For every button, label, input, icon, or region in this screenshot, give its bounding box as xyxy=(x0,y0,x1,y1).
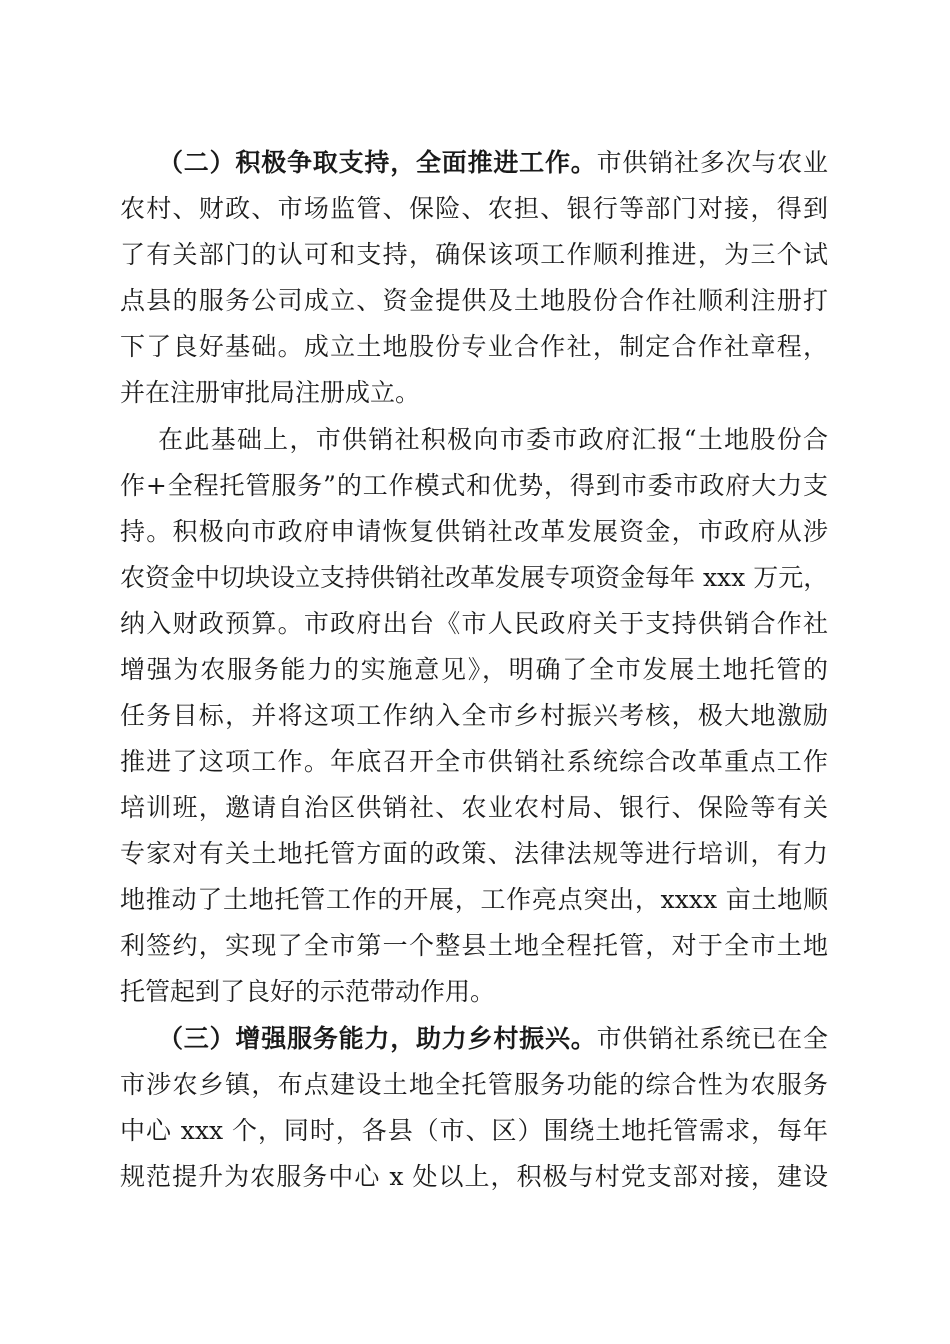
paragraph-1-line-6: 并在注册审批局注册成立。 xyxy=(120,378,421,407)
paragraph-2-line-1: 在此基础上，市供销社积极向市委市政府汇报“土地股份合 xyxy=(158,425,828,454)
paragraph-3-line-4: 规范提升为农服务中心 x 处以上，积极与村党支部对接，建设 xyxy=(120,1162,828,1191)
paragraph-2-line-8: 推进了这项工作。年底召开全市供销社系统综合改革重点工作 xyxy=(120,747,828,776)
paragraph-2-line-12: 利签约，实现了全市第一个整县土地全程托管，对于全市土地 xyxy=(120,931,828,960)
paragraph-3-text: 市供销社系统已在全 xyxy=(596,1024,828,1053)
paragraph-3-line-2: 市涉农乡镇，布点建设土地全托管服务功能的综合性为农服务 xyxy=(120,1070,828,1099)
paragraph-2-line-2: 作+全程托管服务”的工作模式和优势，得到市委市政府大力支 xyxy=(120,471,828,500)
paragraph-2-line-6: 增强为农服务能力的实施意见》，明确了全市发展土地托管的 xyxy=(120,655,828,684)
paragraph-3-line-3: 中心 xxx 个，同时，各县（市、区）围绕土地托管需求，每年 xyxy=(120,1116,828,1145)
paragraph-1-line-4: 点县的服务公司成立、资金提供及土地股份合作社顺利注册打 xyxy=(120,286,828,315)
paragraph-2-line-10: 专家对有关土地托管方面的政策、法律法规等进行培训，有力 xyxy=(120,839,828,868)
paragraph-2-line-5: 纳入财政预算。市政府出台《市人民政府关于支持供销合作社 xyxy=(120,609,828,638)
paragraph-2-line-13: 托管起到了良好的示范带动作用。 xyxy=(120,977,496,1006)
paragraph-2-line-7: 任务目标，并将这项工作纳入全市乡村振兴考核，极大地激励 xyxy=(120,701,828,730)
paragraph-2-line-9: 培训班，邀请自治区供销社、农业农村局、银行、保险等有关 xyxy=(120,793,828,822)
paragraph-2-line-3: 持。积极向市政府申请恢复供销社改革发展资金，市政府从涉 xyxy=(120,517,828,546)
section-heading-3: （三）增强服务能力，助力乡村振兴。 xyxy=(158,1024,597,1053)
paragraph-3-line-1 xyxy=(158,1024,828,1054)
section-heading-2: （二）积极争取支持，全面推进工作。 xyxy=(158,148,597,177)
paragraph-2-line-4: 农资金中切块设立支持供销社改革发展专项资金每年 xxx 万元， xyxy=(120,563,829,592)
paragraph-1-line-5: 下了良好基础。成立土地股份专业合作社，制定合作社章程， xyxy=(120,332,828,361)
paragraph-1-line-3: 了有关部门的认可和支持，确保该项工作顺利推进，为三个试 xyxy=(120,240,828,269)
paragraph-1-line-1 xyxy=(158,148,828,178)
paragraph-2-line-11: 地推动了土地托管工作的开展，工作亮点突出，xxxx 亩土地顺 xyxy=(120,885,828,914)
paragraph-1-line-2: 农村、财政、市场监管、保险、农担、银行等部门对接，得到 xyxy=(120,194,828,223)
paragraph-1-text: 市供销社多次与农业 xyxy=(596,148,828,177)
